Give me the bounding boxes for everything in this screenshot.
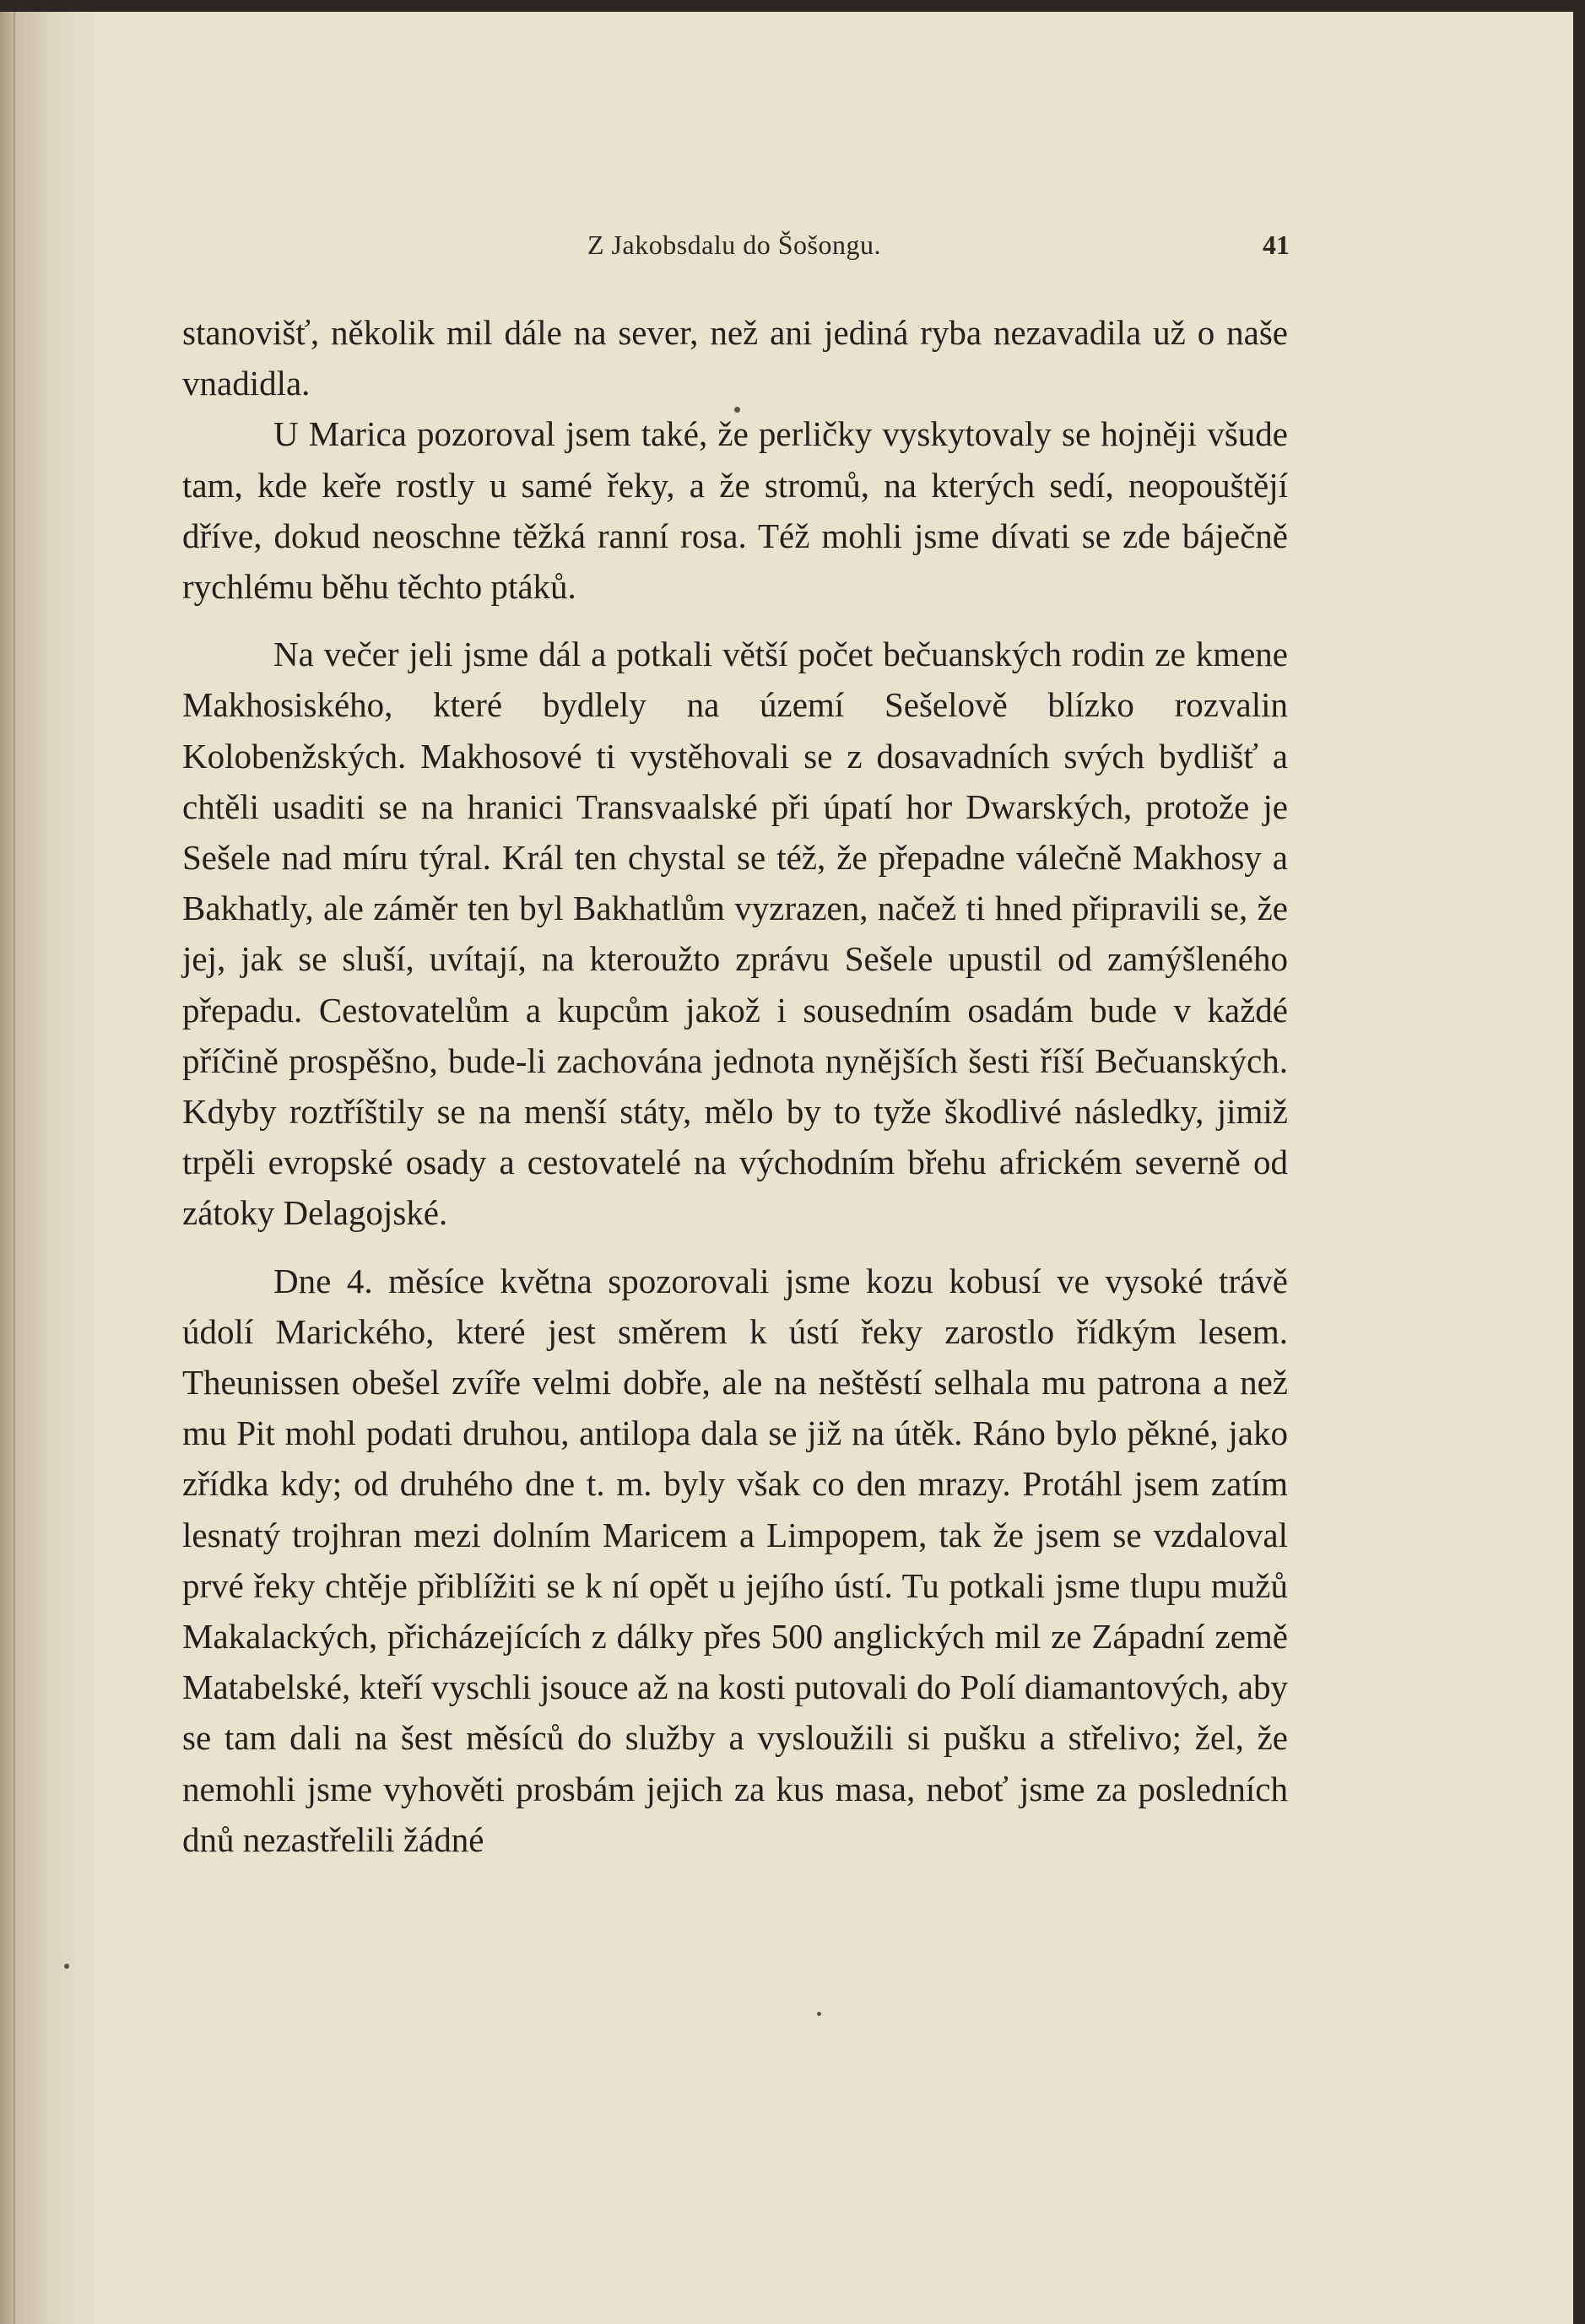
body-text — [182, 307, 1288, 1865]
paragraph: Na večer jeli jsme dál a potkali větší počet bečuanských rodin ze kmene Makhosiského, které bydlely na území Sešelově blízko rozvalin Kolobenžských. Makhosové ti vystěhovali se z dosavadních svých bydlišť a chtěli usaditi se na hranici Transvaalské při úpatí hor Dwarských, protože je Sešele nad míru týral. Král ten chystal se též, že přepadne válečně Makhosy a Bakhatly, ale záměr ten byl Bakhatlům vyzrazen, načež ti hned připravili se, že jej, jak se sluší, uvítají, na kteroužto zprávu Sešele upustil od zamýšleného přepadu. Cestovatelům a kupcům jakož i sousedním osadám bude v každé příčině prospěšno, bude-li zachována jednota nynějších šesti říší Bečuanských. Kdyby roztříštily se na menší státy, mělo by to tyže škodlivé následky, jimiž trpěli evropské osady a cestovatelé na východním břehu africkém severně od zátoky Delagojské. — [182, 635, 1288, 1233]
paper-speck — [64, 1964, 69, 1969]
paragraph: U Marica pozoroval jsem také, že perličky vyskytovaly se hojněji všude tam, kde keře rostly u samé řeky, a že stromů, na kterých sedí, neopouštějí dříve, dokud neoschne těžká ranní rosa. Též mohli jsme dívati se zde báječně rychlému běhu těchto ptáků. — [182, 414, 1288, 607]
paper-speck — [734, 407, 740, 413]
running-header — [179, 230, 1290, 272]
scan-top-edge — [0, 0, 1585, 12]
running-title: Z Jakobsdalu do Šošongu. — [587, 230, 881, 260]
binding-line — [14, 0, 15, 2324]
page-number: 41 — [1263, 230, 1290, 260]
scan-right-edge — [1573, 0, 1585, 2324]
page-gutter-shadow — [0, 0, 101, 2324]
paragraph-continuation: stanovišť, několik mil dále na sever, než ani jediná ryba nezavadila už o naše vnadidla. — [182, 313, 1288, 403]
paragraph: Dne 4. měsíce května spozorovali jsme kozu kobusí ve vysoké trávě údolí Marického, které jest směrem k ústí řeky zarostlo řídkým lesem. Theunissen obešel zvíře velmi dobře, ale na neštěstí selhala mu patrona a než mu Pit mohl podati druhou, antilopa dala se již na útěk. Ráno bylo pěkné, jako zřídka kdy; od druhého dne t. m. byly však co den mrazy. Protáhl jsem zatím lesnatý trojhran mezi dolním Maricem a Limpopem, tak že jsem se vzdaloval prvé řeky chtěje přiblížiti se k ní opět u jejího ústí. Tu potkali jsme tlupu mužů Makalackých, přicházejících z dálky přes 500 anglických mil ze Západní země Matabelské, kteří vyschli jsouce až na kosti putovali do Polí diamantových, aby se tam dali na šest měsíců do služby a vysloužili si pušku a střelivo; žel, že nemohli jsme vyhověti prosbám jejich za kus masa, neboť jsme za posledních dnů nezastřelili žádné — [182, 1261, 1288, 1859]
paper-speck — [817, 2012, 821, 2016]
